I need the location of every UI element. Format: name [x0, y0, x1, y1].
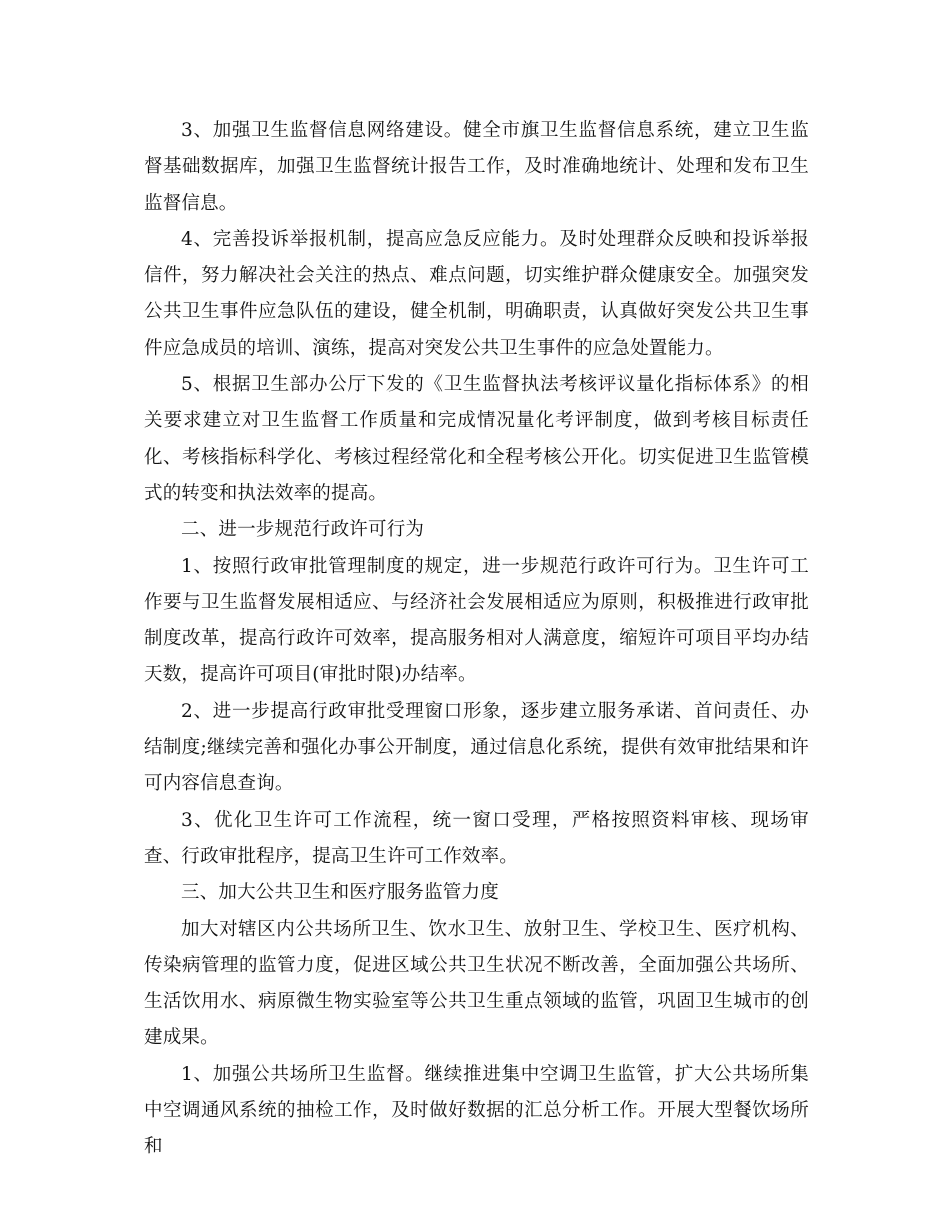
paragraph-service-window: 2、进一步提高行政审批受理窗口形象，逐步建立服务承诺、首问责任、办结制度;继续完善和强化办事公开制度，通过信息化系统，提供有效审批结果和许可内容信息查询。: [144, 700, 809, 795]
paragraph-network-construction: 3、加强卫生监督信息网络建设。健全市旗卫生监督信息系统，建立卫生监督基础数据库，加强卫生监督统计报告工作，及时准确地统计、处理和发布卫生监督信息。: [144, 120, 809, 214]
paragraph-complaint-mechanism: 4、完善投诉举报机制，提高应急反应能力。及时处理群众反映和投诉举报信件，努力解决社会关注的热点、难点问题，切实维护群众健康安全。加强突发公共卫生事件应急队伍的建设，健全机制，明确职责，认真做好突发公共卫生事件应急成员的培训、演练，提高对突发公共卫生事件的应急处置能力。: [144, 228, 809, 359]
paragraph-license-workflow: 3、优化卫生许可工作流程，统一窗口受理，严格按照资料审核、现场审查、行政审批程序，提高卫生许可工作效率。: [144, 809, 809, 867]
paragraph-assessment-system: 5、根据卫生部办公厅下发的《卫生监督执法考核评议量化指标体系》的相关要求建立对卫生监督工作质量和完成情况量化考评制度，做到考核目标责任化、考核指标科学化、考核过程经常化和全程考核公开化。切实促进卫生监管模式的转变和执法效率的提高。: [144, 374, 809, 504]
document-body: [144, 113, 809, 1166]
section-heading-public-health-supervision: 三、加大公共卫生和医疗服务监管力度: [181, 882, 499, 904]
paragraph-approval-management: 1、按照行政审批管理制度的规定，进一步规范行政许可行为。卫生许可工作要与卫生监督发展相适应、与经济社会发展相适应为原则，积极推进行政审批制度改革，提高行政许可效率，提高服务相对人满意度，缩短许可项目平均办结天数，提高许可项目(审批时限)办结率。: [144, 555, 809, 686]
paragraph-supervision-scope: 加大对辖区内公共场所卫生、饮水卫生、放射卫生、学校卫生、医疗机构、传染病管理的监管力度，促进区域公共卫生状况不断改善，全面加强公共场所、生活饮用水、病原微生物实验室等公共卫生重点领域的监管，巩固卫生城市的创建成果。: [144, 918, 809, 1049]
paragraph-public-places-supervision: 1、加强公共场所卫生监督。继续推进集中空调卫生监管，扩大公共场所集中空调通风系统的抽检工作，及时做好数据的汇总分析工作。开展大型餐饮场所和: [144, 1063, 809, 1158]
section-heading-administrative-licensing: 二、进一步规范行政许可行为: [181, 519, 425, 541]
